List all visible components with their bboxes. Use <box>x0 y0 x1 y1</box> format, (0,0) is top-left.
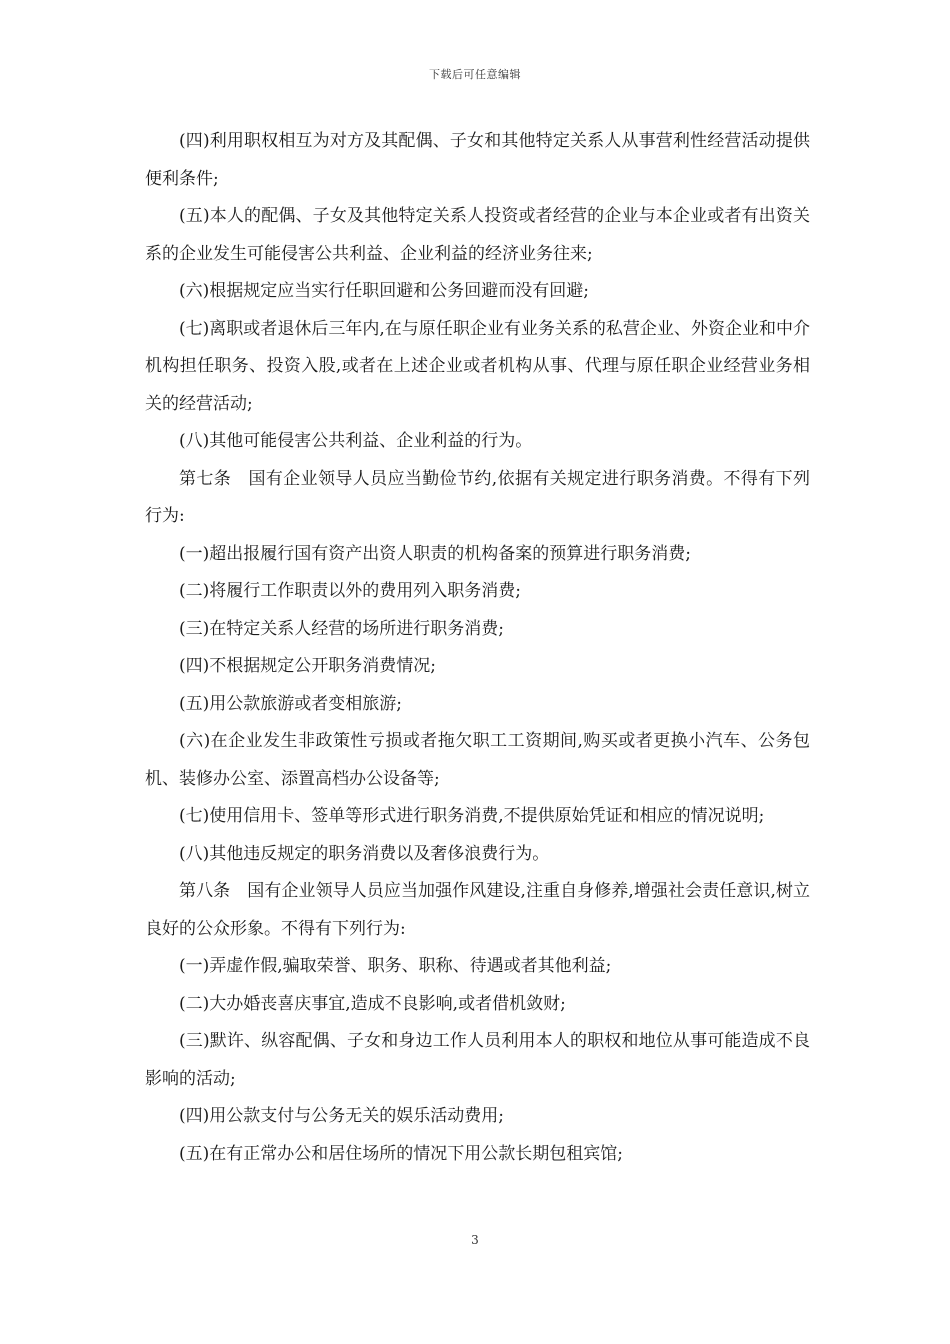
paragraph: (四)用公款支付与公务无关的娱乐活动费用; <box>179 1106 504 1126</box>
article-heading-paragraph: 第七条 国有企业领导人员应当勤俭节约,依据有关规定进行职务消费。不得有下列行为: <box>145 468 810 526</box>
paragraph: (二)将履行工作职责以外的费用列入职务消费; <box>179 581 521 601</box>
paragraph: (五)在有正常办公和居住场所的情况下用公款长期包租宾馆; <box>179 1143 623 1164</box>
paragraph: (七)离职或者退休后三年内,在与原任职企业有业务关系的私营企业、外资企业和中介机构担任职务、投资入股,或者在上述企业或者机构从事、代理与原任职企业经营业务相关的经营活动; <box>145 318 810 414</box>
document-body <box>145 123 810 1173</box>
paragraph: (三)在特定关系人经营的场所进行职务消费; <box>179 618 504 639</box>
paragraph: (八)其他违反规定的职务消费以及奢侈浪费行为。 <box>179 843 550 864</box>
paragraph: (一)超出报履行国有资产出资人职责的机构备案的预算进行职务消费; <box>179 543 691 564</box>
paragraph: (一)弄虚作假,骗取荣誉、职务、职称、待遇或者其他利益; <box>179 956 612 976</box>
paragraph: (五)本人的配偶、子女及其他特定关系人投资或者经营的企业与本企业或者有出资关系的企业发生可能侵害公共利益、企业利益的经济业务往来; <box>145 206 810 264</box>
paragraph: (三)默许、纵容配偶、子女和身边工作人员利用本人的职权和地位从事可能造成不良影响的活动; <box>145 1031 810 1089</box>
paragraph: (四)利用职权相互为对方及其配偶、子女和其他特定关系人从事营利性经营活动提供便利条件; <box>145 131 810 189</box>
paragraph: (八)其他可能侵害公共利益、企业利益的行为。 <box>179 431 533 451</box>
page-number: 3 <box>471 1233 479 1247</box>
paragraph: (七)使用信用卡、签单等形式进行职务消费,不提供原始凭证和相应的情况说明; <box>179 806 765 826</box>
paragraph: (六)在企业发生非政策性亏损或者拖欠职工工资期间,购买或者更换小汽车、公务包机、装修办公室、添置高档办公设备等; <box>145 731 810 789</box>
paragraph: (五)用公款旅游或者变相旅游; <box>179 693 402 714</box>
page-header: 下载后可任意编辑 <box>429 68 521 81</box>
paragraph: (四)不根据规定公开职务消费情况; <box>179 656 436 676</box>
paragraph: (六)根据规定应当实行任职回避和公务回避而没有回避; <box>179 281 589 301</box>
article-heading-paragraph: 第八条 国有企业领导人员应当加强作风建设,注重自身修养,增强社会责任意识,树立良好的公众形象。不得有下列行为: <box>145 881 810 939</box>
paragraph: (二)大办婚丧喜庆事宜,造成不良影响,或者借机敛财; <box>179 993 566 1014</box>
